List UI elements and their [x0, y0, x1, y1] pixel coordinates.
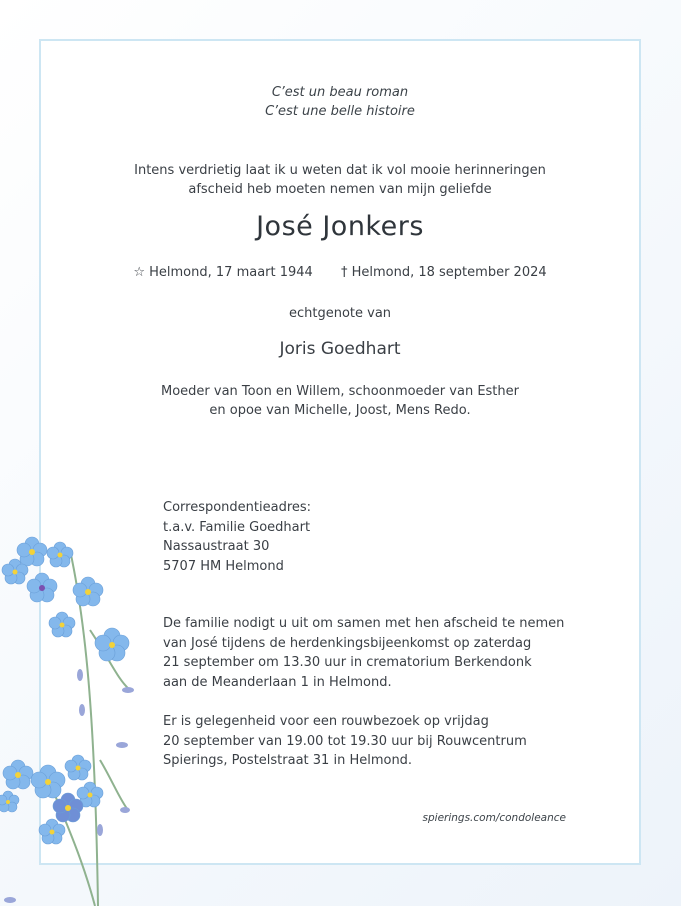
visit-line-3: Spierings, Postelstraat 31 in Helmond.: [163, 753, 413, 768]
address-line-2: Nassaustraat 30: [163, 539, 270, 554]
family-text: [41, 382, 639, 420]
visit-line-2: 20 september van 19.00 tot 19.30 uur bij Rouwcentrum: [163, 733, 527, 749]
visit-line-1: Er is gelegenheid voor een rouwbezoek op vrijdag: [163, 714, 489, 729]
ceremony-text: [163, 614, 564, 692]
ceremony-line-3: 21 september om 13.30 uur in crematorium Berkendonk: [163, 655, 532, 670]
condolence-link[interactable]: spierings.com/condoleance: [422, 812, 566, 824]
dates: [41, 265, 639, 280]
birth-date: ☆ Helmond, 17 maart 1944: [133, 265, 313, 280]
poem-line-2: C’est une belle histoire: [265, 104, 415, 119]
intro-line-1: Intens verdrietig laat ik u weten dat ik vol mooie herinneringen: [134, 163, 546, 178]
spouse-name: Joris Goedhart: [279, 339, 401, 359]
correspondence-address: [163, 498, 311, 576]
ceremony-line-4: aan de Meanderlaan 1 in Helmond.: [163, 674, 392, 690]
ceremony-line-2: van José tijdens de herdenkingsbijeenkomst op zaterdag: [163, 635, 532, 651]
address-line-3: 5707 HM Helmond: [163, 558, 284, 574]
death-date: † Helmond, 18 september 2024: [340, 265, 547, 280]
address-line-1: t.a.v. Familie Goedhart: [163, 519, 311, 535]
forget-me-not-flowers: [0, 510, 150, 906]
family-line-1: Moeder van Toon en Willem, schoonmoeder van Esther: [161, 384, 519, 399]
spouse-label: echtgenote van: [288, 306, 392, 321]
poem: [41, 83, 639, 121]
family-line-2: en opoe van Michelle, Joost, Mens Redo.: [209, 403, 471, 418]
poem-line-1: C’est un beau roman: [271, 85, 409, 100]
ceremony-line-1: De familie nodigt u uit om samen met hen afscheid te nemen: [163, 616, 565, 631]
intro-text: [41, 161, 639, 199]
intro-line-2: afscheid heb moeten nemen van mijn geliefde: [188, 182, 492, 197]
visit-text: [163, 712, 527, 771]
address-heading: Correspondentieadres:: [163, 500, 312, 515]
deceased-name: José Jonkers: [256, 211, 424, 242]
